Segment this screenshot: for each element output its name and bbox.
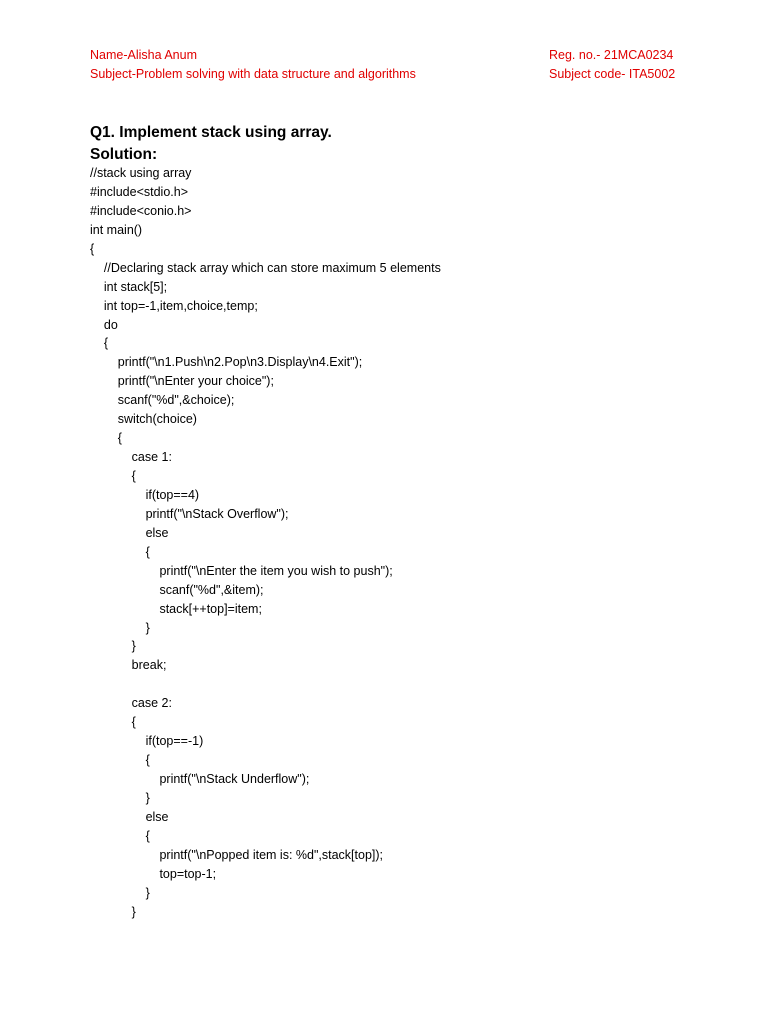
code-line: #include<stdio.h>: [90, 184, 188, 199]
code-line: case 1:: [90, 450, 172, 465]
code-line: }: [90, 790, 150, 805]
code-line: {: [90, 753, 150, 768]
code-line: top=top-1;: [90, 866, 217, 881]
code-line: switch(choice): [90, 412, 197, 427]
solution-label: Solution:: [90, 146, 158, 163]
registration-number: Reg. no.- 21MCA0234: [549, 48, 674, 62]
code-line: //Declaring stack array which can store maximum 5 elements: [90, 260, 441, 275]
code-line: break;: [90, 658, 167, 673]
code-line: stack[++top]=item;: [90, 601, 262, 616]
code-line: int stack[5];: [90, 279, 168, 294]
code-line: {: [90, 469, 136, 483]
code-line: {: [90, 828, 150, 843]
code-line: #include<conio.h>: [90, 203, 192, 218]
code-line: }: [90, 904, 136, 919]
code-line: {: [90, 544, 150, 559]
code-line: [90, 675, 690, 694]
code-line: printf("\nStack Underflow");: [90, 772, 310, 786]
question-title: Q1. Implement stack using array.: [90, 124, 332, 141]
code-line: if(top==4): [90, 487, 200, 502]
code-line: }: [90, 620, 150, 635]
code-line: else: [90, 525, 169, 540]
code-line: //stack using array: [90, 166, 192, 180]
code-line: scanf("%d",&choice);: [90, 393, 235, 408]
code-line: else: [90, 809, 169, 824]
code-line: {: [90, 241, 95, 256]
code-line: int top=-1,item,choice,temp;: [90, 298, 258, 313]
code-block: [90, 164, 690, 922]
code-line: printf("\nEnter the item you wish to push");: [90, 563, 393, 578]
student-name: Name-Alisha Anum: [90, 48, 197, 62]
page-header: [90, 46, 680, 86]
code-line: case 2:: [90, 696, 172, 711]
code-line: do: [90, 317, 118, 332]
code-line: printf("\nStack Overflow");: [90, 506, 289, 521]
code-line: if(top==-1): [90, 734, 204, 749]
code-line: int main(): [90, 222, 143, 237]
code-line: scanf("%d",&item);: [90, 582, 264, 597]
code-line: printf("\n1.Push\n2.Pop\n3.Display\n4.Exit");: [90, 355, 363, 370]
code-line: {: [90, 715, 136, 730]
code-line: printf("\nPopped item is: %d",stack[top]);: [90, 847, 384, 862]
code-line: }: [90, 885, 150, 900]
header-left: [90, 46, 416, 84]
code-line: printf("\nEnter your choice");: [90, 374, 274, 389]
subject-name: Subject-Problem solving with data structure and algorithms: [90, 67, 416, 81]
code-line: {: [90, 431, 122, 446]
code-line: }: [90, 639, 136, 654]
code-line: {: [90, 336, 109, 351]
subject-code: Subject code- ITA5002: [549, 67, 676, 81]
header-right: [549, 46, 675, 84]
